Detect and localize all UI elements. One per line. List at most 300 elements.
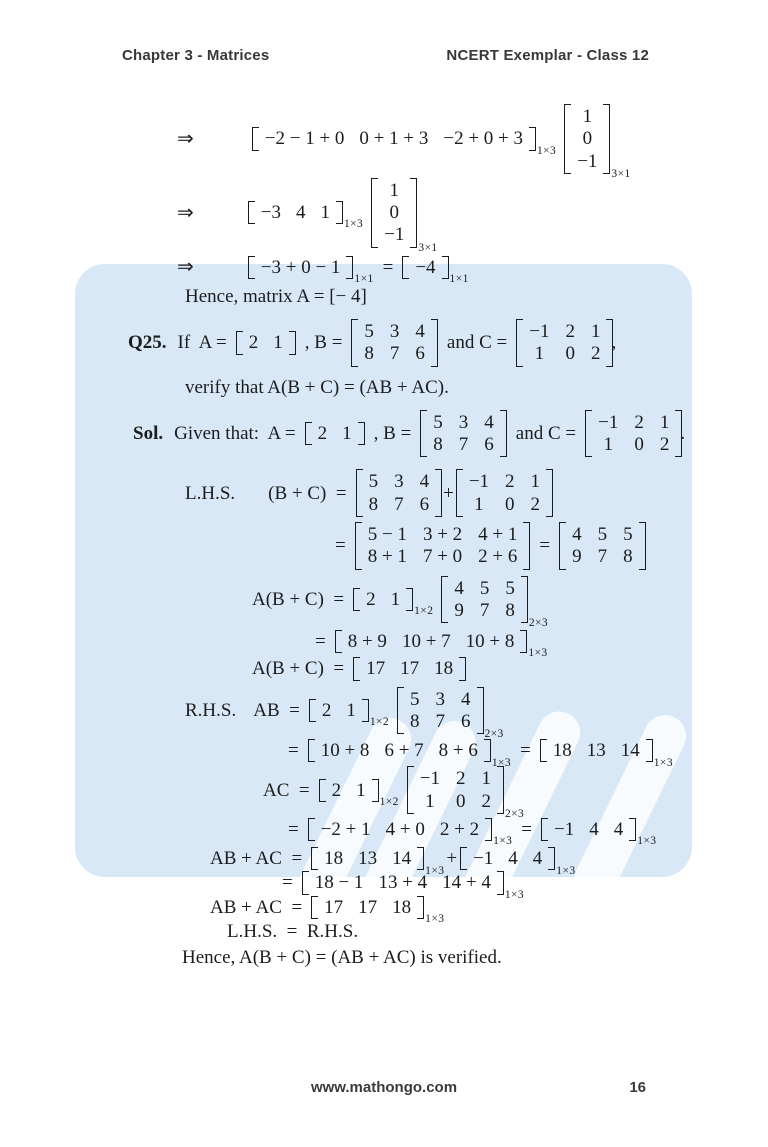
matrix: [516, 319, 613, 367]
matrix-cell: 3: [458, 411, 469, 433]
matrix-body: [547, 739, 646, 762]
math-text: Hence, matrix A = [− 4]: [185, 285, 367, 307]
matrix-cell: 2: [634, 411, 644, 433]
matrix-body: [255, 201, 336, 224]
left-bracket: [355, 522, 362, 570]
right-bracket: [459, 657, 466, 680]
math-text: Given that: A =: [174, 423, 296, 445]
matrix-cell: 1: [320, 202, 330, 224]
matrix-body: [414, 766, 497, 814]
matrix-body: [312, 422, 358, 445]
matrix-cell: 1: [582, 106, 593, 127]
matrix: [456, 469, 553, 517]
matrix-cell: 3 + 2: [422, 523, 463, 545]
left-bracket: [540, 739, 547, 762]
right-bracket: [417, 896, 424, 919]
matrix-body: [523, 319, 606, 367]
matrix-cell: −4: [415, 256, 436, 278]
matrix-order-subscript: 1×2: [414, 605, 434, 618]
matrix-order-subscript: 1×3: [528, 647, 548, 660]
matrix-cell: 17: [358, 896, 378, 918]
matrix-cell: 10 + 7: [401, 631, 451, 653]
math-text: A(B + C) =: [252, 658, 345, 680]
row-matrix: [319, 779, 399, 808]
math-text: , B =: [373, 423, 412, 445]
matrix-cell: 0: [505, 493, 515, 515]
right-bracket: [497, 871, 504, 894]
matrix-body: [243, 331, 289, 354]
row-matrix: [311, 896, 445, 926]
right-bracket: [431, 319, 438, 367]
math-text: If A =: [177, 332, 227, 354]
right-bracket: [289, 331, 296, 354]
math-text: AB + AC =: [210, 896, 303, 918]
left-bracket: [308, 818, 315, 841]
matrix-cell: −3: [260, 202, 281, 224]
matrix-body: [342, 630, 521, 653]
matrix-cell: 7: [479, 599, 490, 621]
matrix-cell: 2: [659, 434, 670, 456]
row-matrix: [540, 739, 673, 769]
matrix-body: [362, 522, 524, 570]
matrix-cell: 8 + 9: [347, 631, 387, 653]
right-bracket: [336, 201, 343, 224]
math-text: ,: [611, 332, 617, 354]
matrix-cell: 4: [295, 202, 306, 224]
header-book-title: NCERT Exemplar - Class 12: [446, 47, 649, 64]
matrix-cell: 4: [461, 688, 471, 710]
matrix-cell: 18: [434, 658, 454, 680]
matrix-cell: 1: [342, 423, 352, 445]
right-bracket: [372, 779, 379, 802]
matrix-cell: 1: [390, 588, 401, 610]
matrix-body: [448, 576, 521, 624]
row-matrix: [335, 630, 548, 660]
math-line: [0, 104, 768, 180]
math-line: [0, 818, 768, 848]
right-bracket: [646, 739, 653, 762]
left-bracket: [305, 422, 312, 445]
matrix-cell: 1: [425, 790, 435, 812]
matrix-cell: 6: [419, 493, 430, 515]
row-matrix: [402, 256, 469, 285]
math-text: and C =: [515, 423, 577, 445]
math-line: [0, 921, 768, 942]
matrix-cell: −1: [577, 150, 598, 172]
matrix-order-subscript: 2×3: [484, 728, 504, 741]
matrix: [351, 319, 438, 367]
left-bracket: [302, 871, 309, 894]
math-text: =: [288, 740, 299, 762]
row-matrix: [353, 588, 434, 618]
math-line: [0, 522, 768, 570]
matrix-cell: 1: [346, 699, 356, 721]
math-text: +: [446, 848, 458, 870]
math-text: L.H.S.: [185, 482, 236, 504]
matrix-cell: 4: [454, 577, 464, 599]
matrix-order-subscript: 1×3: [491, 756, 512, 769]
matrix: [420, 410, 507, 458]
math-line: [0, 319, 768, 367]
right-bracket: [546, 469, 553, 517]
math-text: +: [443, 482, 454, 504]
left-bracket: [319, 779, 326, 802]
matrix-cell: 2: [530, 493, 541, 515]
left-bracket: [460, 847, 467, 870]
matrix-cell: 2: [505, 471, 515, 493]
math-line: [0, 687, 768, 741]
row-matrix: [252, 127, 557, 157]
matrix-order-subscript: 1×1: [354, 272, 374, 285]
right-bracket: [497, 766, 504, 814]
matrix-cell: 4: [508, 848, 518, 870]
matrix: [356, 469, 443, 517]
left-bracket: [564, 104, 571, 174]
math-line: [0, 286, 768, 307]
left-bracket: [420, 410, 427, 458]
math-text: verify that A(B + C) = (AB + AC).: [185, 376, 449, 398]
matrix-body: [318, 896, 417, 919]
matrix-body: [467, 847, 548, 870]
matrix-body: [315, 739, 484, 762]
matrix-cell: 6: [461, 710, 471, 732]
matrix-order-subscript: 3×1: [418, 241, 438, 254]
matrix-order-subscript: 1×3: [637, 835, 657, 848]
math-line: [0, 576, 768, 630]
math-line: [0, 657, 768, 680]
matrix-cell: 8: [505, 599, 515, 621]
matrix-cell: 8: [368, 493, 379, 515]
matrix-order-subscript: 2×3: [528, 617, 549, 630]
implies-arrow-icon: ⇒: [177, 127, 194, 150]
matrix-cell: 4: [415, 321, 425, 343]
matrix-cell: 10 + 8: [465, 631, 515, 653]
right-bracket: [485, 818, 492, 841]
matrix-cell: 5: [433, 411, 443, 433]
math-text: =: [335, 535, 346, 557]
left-bracket: [236, 331, 243, 354]
question-label: Q25.: [128, 332, 167, 354]
matrix-cell: 17: [400, 658, 420, 680]
math-line: [0, 469, 768, 517]
matrix-body: [360, 657, 459, 680]
matrix-body: [427, 410, 500, 458]
math-text: =: [539, 535, 551, 557]
implies-arrow-icon: ⇒: [177, 256, 194, 279]
math-text: Hence, A(B + C) = (AB + AC) is verified.: [182, 947, 502, 969]
matrix-cell: 14: [392, 848, 412, 870]
row-matrix: [311, 847, 445, 877]
left-bracket: [402, 256, 409, 279]
matrix-cell: 5: [410, 688, 420, 710]
left-bracket: [353, 588, 360, 611]
implies-arrow-icon: ⇒: [177, 201, 194, 224]
right-bracket: [639, 522, 646, 570]
math-text: , B =: [304, 332, 343, 354]
right-bracket: [406, 588, 413, 611]
math-text: .: [680, 423, 686, 445]
matrix-cell: 7: [597, 546, 608, 568]
matrix-cell: 8: [623, 546, 633, 568]
matrix-cell: 18: [324, 848, 344, 870]
row-matrix: [248, 256, 374, 285]
left-bracket: [308, 739, 315, 762]
matrix-order-subscript: 1×3: [653, 756, 673, 769]
matrix: [585, 410, 682, 458]
left-bracket: [311, 896, 318, 919]
matrix-cell: 17: [366, 658, 386, 680]
matrix-cell: 8 + 6: [438, 740, 478, 762]
matrix-cell: 2: [481, 790, 492, 812]
right-bracket: [603, 104, 610, 174]
matrix-cell: 5: [505, 577, 515, 599]
left-bracket: [351, 319, 358, 367]
matrix-body: [309, 871, 497, 894]
matrix-cell: 4: [613, 818, 624, 840]
matrix-cell: −3 + 0 − 1: [260, 256, 341, 278]
matrix-cell: −2 − 1 + 0: [264, 128, 345, 150]
math-text: and C =: [446, 332, 508, 354]
math-text: AC =: [263, 779, 310, 801]
math-text: =: [382, 256, 394, 278]
row-matrix: [248, 201, 364, 231]
matrix-cell: 8: [433, 434, 443, 456]
matrix-cell: 13 + 4: [378, 872, 428, 894]
matrix: [407, 766, 525, 821]
matrix-body: [463, 469, 546, 517]
page-footer: [0, 1079, 768, 1099]
matrix-cell: 2: [317, 423, 328, 445]
matrix-cell: −1: [598, 411, 619, 433]
matrix-cell: 4 + 1: [478, 523, 518, 545]
matrix-cell: 0: [389, 202, 400, 224]
matrix-cell: −1: [468, 471, 490, 493]
row-matrix: [305, 422, 365, 445]
right-bracket: [358, 422, 365, 445]
math-text: =: [315, 631, 326, 653]
math-line: [0, 377, 768, 398]
math-text: A(B + C) =: [252, 588, 345, 610]
matrix-cell: 7: [435, 710, 446, 732]
matrix-cell: 5: [368, 471, 379, 493]
matrix: [564, 104, 631, 180]
solution-content: [0, 104, 768, 969]
left-bracket: [309, 699, 316, 722]
left-bracket: [335, 630, 342, 653]
left-bracket: [248, 201, 255, 224]
math-line: [0, 410, 768, 458]
matrix-cell: 18: [552, 740, 572, 762]
matrix-cell: 5 − 1: [367, 523, 407, 545]
matrix-cell: 5: [597, 523, 608, 545]
right-bracket: [500, 410, 507, 458]
matrix-body: [316, 699, 362, 722]
math-text: =: [288, 818, 299, 840]
matrix-cell: −2 + 1: [320, 818, 371, 840]
matrix-cell: 0: [456, 790, 466, 812]
matrix-order-subscript: 1×3: [493, 835, 513, 848]
row-matrix: [302, 871, 525, 901]
math-line: [0, 847, 768, 877]
math-line: [0, 896, 768, 926]
matrix-cell: 14: [620, 740, 640, 762]
footer-website-link[interactable]: www.mathongo.com: [310, 1079, 458, 1096]
left-bracket: [516, 319, 523, 367]
question-label: Sol.: [133, 423, 164, 445]
matrix-cell: 1: [603, 434, 613, 456]
matrix-cell: 0 + 1 + 3: [359, 128, 429, 150]
matrix-cell: 6: [484, 434, 494, 456]
matrix-body: [548, 818, 629, 841]
matrix: [441, 576, 549, 630]
matrix-cell: 1: [659, 411, 670, 433]
matrix-cell: 7 + 0: [422, 546, 463, 568]
matrix: [355, 522, 531, 570]
row-matrix: [460, 847, 576, 877]
right-bracket: [523, 522, 530, 570]
left-bracket: [397, 687, 404, 735]
matrix-cell: 0: [634, 434, 644, 456]
matrix-cell: 0: [582, 128, 593, 150]
matrix-cell: 7: [458, 434, 469, 456]
right-bracket: [629, 818, 636, 841]
matrix-cell: 18: [392, 896, 412, 918]
left-bracket: [356, 469, 363, 517]
matrix-order-subscript: 1×3: [556, 864, 576, 877]
matrix-cell: 13: [586, 740, 606, 762]
matrix-body: [404, 687, 477, 735]
left-bracket: [541, 818, 548, 841]
matrix-body: [571, 104, 603, 174]
math-line: [0, 178, 768, 254]
matrix-cell: −2 + 0 + 3: [443, 128, 524, 150]
math-text: L.H.S. = R.H.S.: [227, 920, 359, 942]
left-bracket: [559, 522, 566, 570]
matrix-cell: 14 + 4: [442, 872, 491, 894]
left-bracket: [585, 410, 592, 458]
matrix-cell: 9: [454, 599, 464, 621]
math-line: [0, 256, 768, 285]
matrix-cell: 2: [331, 779, 342, 801]
matrix-cell: 1: [530, 471, 541, 493]
matrix-cell: 10 + 8: [320, 740, 370, 762]
right-bracket: [477, 687, 484, 735]
matrix-body: [358, 319, 431, 367]
matrix-cell: 1: [389, 179, 400, 201]
matrix-cell: 2: [456, 768, 466, 790]
left-bracket: [407, 766, 414, 814]
matrix-body: [363, 469, 436, 517]
matrix-order-subscript: 1×3: [504, 888, 525, 901]
matrix: [397, 687, 504, 741]
row-matrix: [309, 699, 390, 729]
matrix-body: [318, 847, 417, 870]
matrix-order-subscript: 1×1: [449, 272, 469, 285]
matrix-order-subscript: 1×3: [425, 913, 445, 926]
matrix-cell: 6 + 7: [384, 740, 424, 762]
matrix-cell: 9: [572, 546, 582, 568]
matrix-cell: 3: [394, 471, 404, 493]
matrix-body: [378, 178, 410, 248]
math-text: AB + AC =: [210, 848, 303, 870]
matrix-cell: 1: [474, 493, 484, 515]
matrix-cell: 7: [394, 493, 404, 515]
math-line: [0, 871, 768, 901]
matrix-cell: 2: [565, 321, 575, 343]
matrix-cell: 4: [532, 848, 543, 870]
math-line: [0, 630, 768, 660]
matrix-cell: 4: [589, 818, 599, 840]
left-bracket: [248, 256, 255, 279]
right-bracket: [362, 699, 369, 722]
math-text: =: [520, 740, 531, 762]
matrix-cell: −1: [473, 848, 494, 870]
matrix-order-subscript: 1×3: [537, 144, 557, 157]
matrix-cell: 2: [248, 332, 259, 354]
right-bracket: [410, 178, 417, 248]
math-line: [0, 766, 768, 821]
row-matrix: [308, 818, 513, 848]
matrix-cell: 2 + 6: [478, 546, 518, 568]
row-matrix: [308, 739, 512, 769]
matrix-body: [592, 410, 675, 458]
right-bracket: [435, 469, 442, 517]
matrix-cell: 2: [590, 343, 601, 365]
matrix-cell: 17: [324, 896, 344, 918]
math-text: =: [282, 872, 293, 894]
matrix-cell: 8 + 1: [367, 546, 407, 568]
matrix-cell: 5: [364, 321, 374, 343]
matrix-cell: 5: [479, 577, 490, 599]
header-chapter-title: Chapter 3 - Matrices: [122, 47, 270, 64]
left-bracket: [441, 576, 448, 624]
matrix: [559, 522, 646, 570]
matrix-cell: 3: [435, 688, 446, 710]
matrix-cell: −1: [554, 818, 575, 840]
matrix-order-subscript: 1×2: [379, 795, 399, 808]
matrix-cell: 1: [590, 321, 601, 343]
left-bracket: [353, 657, 360, 680]
matrix-cell: 4: [572, 523, 582, 545]
matrix-cell: 4: [484, 411, 494, 433]
matrix-cell: 1: [273, 332, 283, 354]
matrix-order-subscript: 1×3: [425, 864, 445, 877]
matrix-cell: 2: [321, 699, 332, 721]
matrix-cell: −1: [419, 768, 441, 790]
matrix-order-subscript: 3×1: [611, 167, 631, 180]
matrix-body: [315, 818, 485, 841]
matrix-cell: 13: [358, 848, 378, 870]
matrix-body: [409, 256, 441, 279]
page-header: [122, 47, 649, 64]
math-text: AB =: [253, 699, 300, 721]
left-bracket: [311, 847, 318, 870]
matrix-cell: 4 + 0: [385, 818, 425, 840]
matrix-order-subscript: 1×2: [369, 716, 390, 729]
matrix-body: [566, 522, 639, 570]
matrix-cell: 1: [356, 779, 366, 801]
right-bracket: [529, 127, 536, 150]
math-line: [0, 739, 768, 769]
matrix-cell: 7: [389, 343, 400, 365]
footer-page-number: 16: [629, 1079, 646, 1096]
right-bracket: [548, 847, 555, 870]
math-text: =: [521, 818, 532, 840]
right-bracket: [442, 256, 449, 279]
matrix-cell: −1: [529, 321, 550, 343]
left-bracket: [252, 127, 259, 150]
matrix-cell: 18 − 1: [314, 872, 364, 894]
